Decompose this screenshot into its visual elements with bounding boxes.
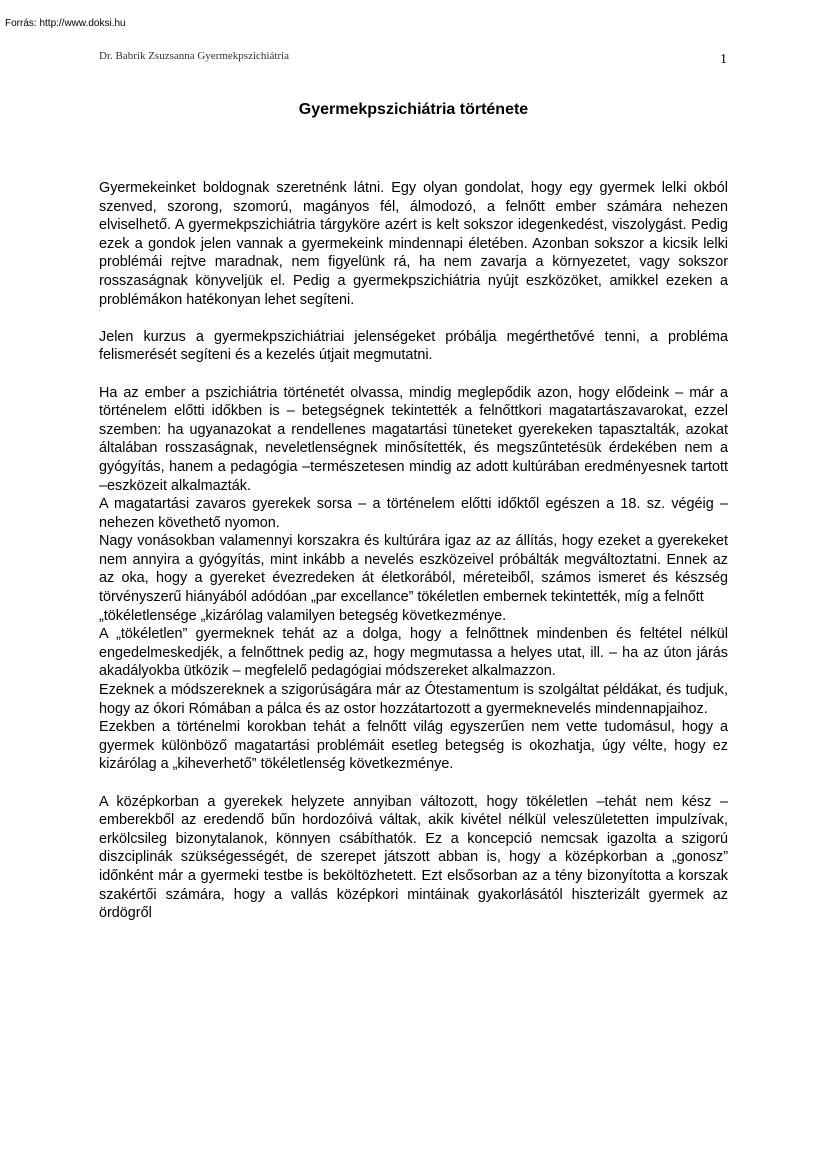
paragraph: Ha az ember a pszichiátria történetét olvassa, mindig meglepődik azon, hogy elődeink – már a történelem előtti időkben is – betegségnek tekintették a felnőttkori magatartászavarokat, ezzel szemben: ha ugyanazokat a rendellenes magatartási tüneteket gyerekeken tapasztalták, azokat általában rosszaságnak, neveletlenségnek minősítették, és megszűntetésük érdekében nem a gyógyítás, hanem a pedagógia –természetesen mindig az adott kultúrában eredményesnek tartott –eszközeit alkalmazták.: [99, 384, 728, 494]
document-title: Gyermekpszichiátria története: [298, 101, 529, 118]
paragraph: Nagy vonásokban valamennyi korszakra és kultúrára igaz az az állítás, hogy ezeket a gyerekeket nem annyira a gyógyítás, mint inkább a nevelés eszközeivel próbálták megváltoztatni. Ennek az az oka, hogy a gyereket évezredeken át életkorából, méreteiből, számos ismeret és készség törvényszerű hiányából adódóan „par excellance” tökéletlen embernek tekintették, míg a felnőtt: [99, 533, 728, 606]
source-label: Forrás: http://www.doksi.hu: [5, 18, 126, 29]
document-body: [99, 179, 728, 923]
paragraph: A magatartási zavaros gyerekek sorsa – a történelem előtti időktől egészen a 18. sz. végéig – nehezen követhető nyomon.: [99, 496, 728, 531]
paragraph: A „tökéletlen” gyermeknek tehát az a dolga, hogy a felnőttnek mindenben és feltétel nélkül engedelmeskedjék, a felnőttnek pedig az, hogy megmutassa a helyes utat, ill. – ha az úton járás akadályokba ütközik – megfelelő pedagógiai módszereket alkalmazzon.: [99, 626, 728, 680]
paragraph: Ezekben a történelmi korokban tehát a felnőtt világ egyszerűen nem vette tudomásul, hogy a gyermek különböző magatartási problémáit esetleg betegség is okozhatja, úgy vélte, hogy ez kizárólag a „kiheverhető” tökéletlenség következménye.: [99, 719, 728, 773]
header-author-course: Dr. Babrik Zsuzsanna Gyermekpszichiátria: [99, 50, 289, 62]
paragraph: Gyermekeinket boldognak szeretnénk látni. Egy olyan gondolat, hogy egy gyermek lelki okból szenved, szorong, szomorú, magányos fél, álmodozó, a felnőtt ember számára nehezen elviselhető. A gyermekpszichiátria tárgyköre azért is kelt sokszor idegenkedést, viszolygást. Pedig ezek a gondok jelen vannak a gyermekeink mindennapi életében. Azonban sokszor a kicsik lelki problémái rejtve maradnak, nem figyelünk rá, ha nem zavarja a környezetet, vagy sokszor rosszaságnak könyveljük el. Pedig a gyermekpszichiátria nyújt eszközöket, amikkel ezeken a problémákon hatékonyan lehet segíteni.: [99, 180, 728, 308]
paragraph: Ezeknek a módszereknek a szigorúságára már az Ótestamentum is szolgáltat példákat, és tudjuk, hogy az ókori Rómában a pálca és az ostor hozzátartozott a gyermeknevelés mindennapjaihoz.: [99, 682, 728, 717]
paragraph: „tökéletlensége „kizárólag valamilyen betegség következménye.: [99, 607, 507, 624]
paragraph: A középkorban a gyerekek helyzete annyiban változott, hogy tökéletlen –tehát nem kész – emberekből az eredendő bűn hordozóivá váltak, akik kivétel nélkül veleszületetten impulzívak, erkölcsileg bizonytalanok, könnyen csábíthatók. Ez a koncepció nemcsak igazolta a szigorú diszciplinák szükségességét, de szerepet játszott abban is, hogy a középkorban a „gonosz” időnként már a gyermeki testbe is beköltözhetett. Ezt elsősorban az a tény bizonyította a korszak szakértői számára, hogy a vallás középkori mintáinak gyakorlásától hiszterizált gyermek az ördögről: [99, 793, 728, 922]
paragraph: Jelen kurzus a gyermekpszichiátriai jelenségeket próbálja megérthetővé tenni, a probléma felismerését segíteni és a kezelés útjait megmutatni.: [99, 328, 728, 364]
page-number: 1: [720, 52, 727, 67]
